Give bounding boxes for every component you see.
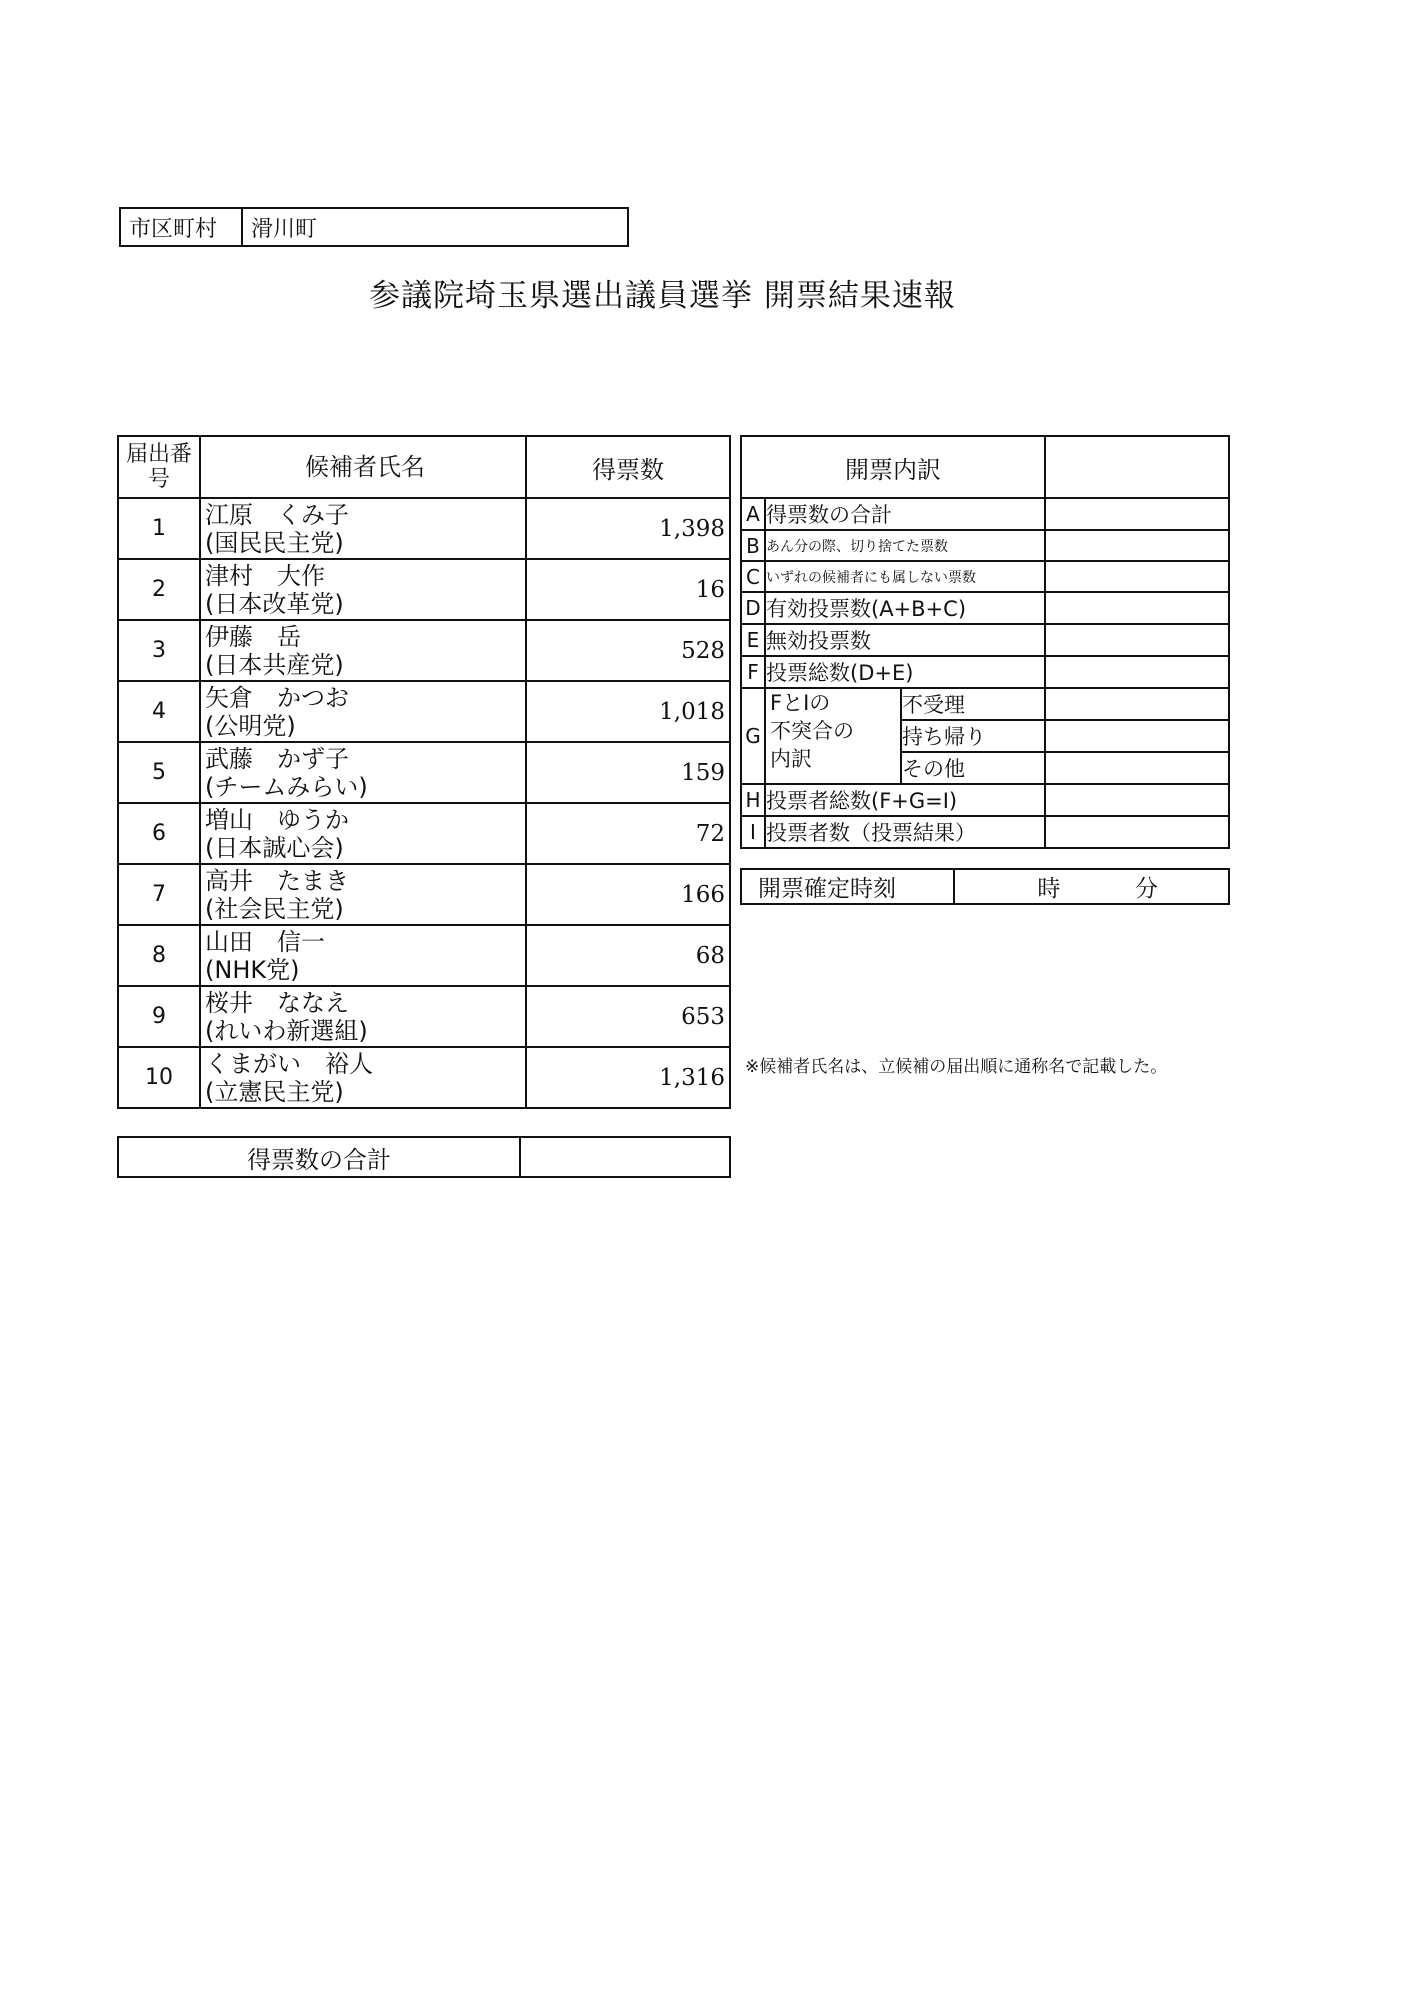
candidate-votes: 68 xyxy=(526,925,730,986)
row-value xyxy=(1045,816,1229,848)
candidate-name: 江原 くみ子 xyxy=(205,500,349,529)
candidate-name-cell xyxy=(200,803,526,864)
row-value xyxy=(1045,656,1229,688)
row-label: 無効投票数 xyxy=(765,624,1045,656)
votes-total-label: 得票数の合計 xyxy=(118,1137,520,1177)
breakdown-header-blank xyxy=(1045,436,1229,498)
candidate-name-cell xyxy=(200,925,526,986)
table-row xyxy=(118,925,730,986)
g-sub-label: その他 xyxy=(901,752,1045,784)
row-letter: C xyxy=(741,561,765,592)
table-row xyxy=(118,681,730,742)
candidate-party: (国民民主党) xyxy=(205,528,344,557)
candidate-votes: 653 xyxy=(526,986,730,1047)
g-sub-value xyxy=(1045,752,1229,784)
row-label: 投票者数（投票結果） xyxy=(765,816,1045,848)
municipality-name: 滑川町 xyxy=(242,208,628,246)
candidate-name: 山田 信一 xyxy=(205,927,325,956)
row-label: いずれの候補者にも属しない票数 xyxy=(765,561,1045,592)
breakdown-table xyxy=(740,435,1230,849)
candidate-name-cell xyxy=(200,986,526,1047)
breakdown-header: 開票内訳 xyxy=(741,436,1045,498)
breakdown-row xyxy=(741,816,1229,848)
breakdown-row-g xyxy=(741,688,1229,720)
breakdown-row xyxy=(741,624,1229,656)
candidate-party: (日本誠心会) xyxy=(205,833,344,862)
g-sub-value xyxy=(1045,688,1229,720)
candidate-name-cell xyxy=(200,559,526,620)
minute-unit: 分 xyxy=(1135,876,1158,902)
candidate-name: 桜井 ななえ xyxy=(205,988,349,1017)
g-label xyxy=(765,688,901,784)
row-letter: I xyxy=(741,816,765,848)
table-row xyxy=(118,986,730,1047)
candidate-name: 津村 大作 xyxy=(205,561,325,590)
candidate-number: 10 xyxy=(118,1047,200,1108)
candidate-number: 7 xyxy=(118,864,200,925)
candidate-name: 矢倉 かつお xyxy=(205,683,349,712)
candidate-name: 伊藤 岳 xyxy=(205,622,301,651)
candidate-party: (立憲民主党) xyxy=(205,1077,344,1106)
g-sub-label: 持ち帰り xyxy=(901,720,1045,752)
row-label: 有効投票数(A+B+C) xyxy=(765,592,1045,624)
table-row xyxy=(118,864,730,925)
row-letter: B xyxy=(741,530,765,561)
row-value xyxy=(1045,624,1229,656)
candidate-name: 武藤 かず子 xyxy=(205,744,349,773)
candidate-votes: 159 xyxy=(526,742,730,803)
candidate-number: 4 xyxy=(118,681,200,742)
candidate-number: 6 xyxy=(118,803,200,864)
breakdown-row xyxy=(741,530,1229,561)
candidate-party: (日本共産党) xyxy=(205,650,344,679)
g-sub-label: 不受理 xyxy=(901,688,1045,720)
candidate-name-cell xyxy=(200,681,526,742)
row-value xyxy=(1045,498,1229,530)
candidate-votes: 16 xyxy=(526,559,730,620)
row-label: 得票数の合計 xyxy=(765,498,1045,530)
breakdown-row xyxy=(741,498,1229,530)
table-row xyxy=(118,559,730,620)
candidate-number: 5 xyxy=(118,742,200,803)
row-label: 投票者総数(F+G=I) xyxy=(765,784,1045,816)
candidate-name: 高井 たまき xyxy=(205,866,349,895)
candidate-party: (NHK党) xyxy=(205,955,300,984)
candidate-number: 9 xyxy=(118,986,200,1047)
municipality-box xyxy=(119,207,629,247)
breakdown-row xyxy=(741,784,1229,816)
g-sub-value xyxy=(1045,720,1229,752)
candidate-name-cell xyxy=(200,864,526,925)
votes-total-box xyxy=(117,1136,731,1178)
municipality-label: 市区町村 xyxy=(120,208,242,246)
candidate-votes: 1,398 xyxy=(526,498,730,559)
finalized-hour xyxy=(954,869,1229,904)
candidate-votes: 166 xyxy=(526,864,730,925)
row-letter: F xyxy=(741,656,765,688)
finalized-label: 開票確定時刻 xyxy=(741,869,954,904)
candidate-name: 増山 ゆうか xyxy=(205,805,349,834)
candidate-votes: 1,316 xyxy=(526,1047,730,1108)
row-value xyxy=(1045,784,1229,816)
candidate-party: (チームみらい) xyxy=(205,772,368,801)
row-letter: G xyxy=(741,688,765,784)
table-row xyxy=(118,1047,730,1108)
candidate-votes: 1,018 xyxy=(526,681,730,742)
candidate-party: (れいわ新選組) xyxy=(205,1016,368,1045)
table-row xyxy=(118,620,730,681)
header-number: 届出番号 xyxy=(118,436,200,498)
candidate-votes: 72 xyxy=(526,803,730,864)
row-label: あん分の際、切り捨てた票数 xyxy=(765,530,1045,561)
candidate-name-cell xyxy=(200,742,526,803)
breakdown-row xyxy=(741,656,1229,688)
candidate-number: 2 xyxy=(118,559,200,620)
row-value xyxy=(1045,592,1229,624)
g-label-line: FとIの xyxy=(770,691,831,715)
candidate-party: (日本改革党) xyxy=(205,589,344,618)
candidates-table xyxy=(117,435,731,1109)
breakdown-row xyxy=(741,592,1229,624)
candidate-name-cell xyxy=(200,498,526,559)
row-value xyxy=(1045,530,1229,561)
row-letter: D xyxy=(741,592,765,624)
candidate-number: 1 xyxy=(118,498,200,559)
row-value xyxy=(1045,561,1229,592)
candidate-name-cell xyxy=(200,620,526,681)
candidate-votes: 528 xyxy=(526,620,730,681)
candidate-name: くまがい 裕人 xyxy=(205,1049,373,1078)
header-name: 候補者氏名 xyxy=(200,436,526,498)
row-letter: H xyxy=(741,784,765,816)
candidate-number: 8 xyxy=(118,925,200,986)
table-row xyxy=(118,742,730,803)
g-label-line: 不突合の xyxy=(770,719,854,743)
header-votes: 得票数 xyxy=(526,436,730,498)
page-title: 参議院埼玉県選出議員選挙 開票結果速報 xyxy=(369,278,956,314)
candidate-party: (公明党) xyxy=(205,711,296,740)
candidate-number: 3 xyxy=(118,620,200,681)
table-row xyxy=(118,498,730,559)
row-letter: A xyxy=(741,498,765,530)
table-row xyxy=(118,803,730,864)
row-label: 投票総数(D+E) xyxy=(765,656,1045,688)
g-label-line: 内訳 xyxy=(770,747,812,771)
hour-unit: 時 xyxy=(1037,876,1061,902)
footnote: ※候補者氏名は、立候補の届出順に通称名で記載した。 xyxy=(745,1057,1168,1077)
finalized-time-box xyxy=(740,868,1230,905)
votes-total-value xyxy=(520,1137,730,1177)
row-letter: E xyxy=(741,624,765,656)
candidate-name-cell xyxy=(200,1047,526,1108)
breakdown-row xyxy=(741,561,1229,592)
candidate-party: (社会民主党) xyxy=(205,894,344,923)
